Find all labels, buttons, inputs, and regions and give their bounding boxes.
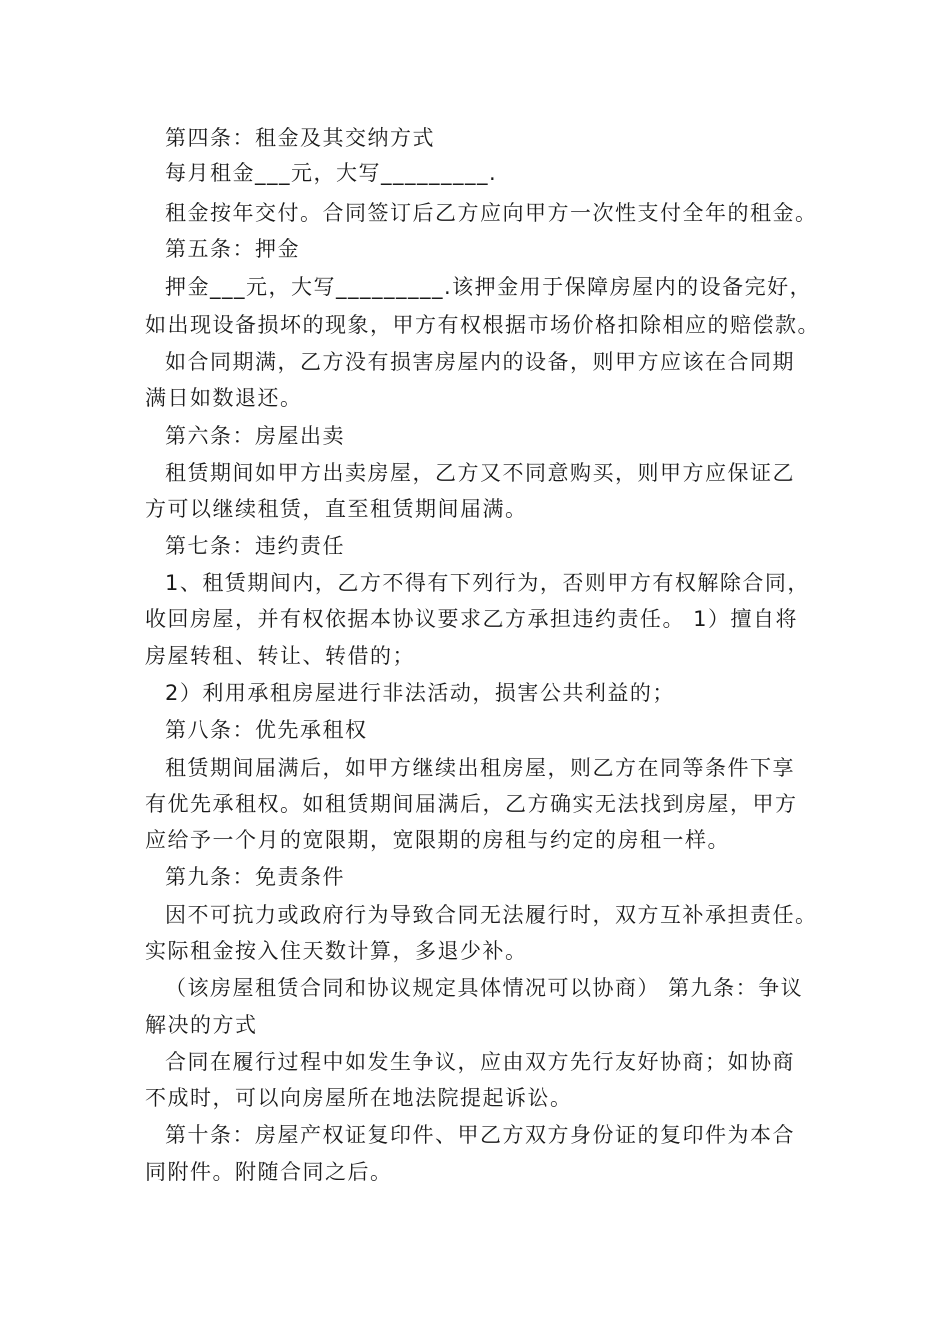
article-9-heading: 第九条：免责条件 (165, 865, 345, 889)
deposit-refund-paragraph-line: 如合同期满，乙方没有损害房屋内的设备，则甲方应该在合同期 (165, 350, 795, 374)
house-sale-paragraph-line: 租赁期间如甲方出卖房屋，乙方又不同意购买，则甲方应保证乙 (165, 461, 795, 485)
deposit-paragraph-line: 押金___元，大写_________.该押金用于保障房屋内的设备完好， (165, 275, 813, 299)
dispute-paragraph-line: 不成时，可以向房屋所在地法院提起诉讼。 (145, 1086, 573, 1110)
priority-lease-paragraph-line: 有优先承租权。如租赁期间届满后，乙方确实无法找到房屋，甲方 (145, 792, 798, 816)
rent-payment-paragraph: 租金按年交付。合同签订后乙方应向甲方一次性支付全年的租金。 (165, 201, 818, 225)
dispute-heading-line: 解决的方式 (145, 1013, 258, 1037)
house-sale-paragraph-line: 方可以继续租赁，直至租赁期间届满。 (145, 497, 528, 521)
article-7-heading: 第七条：违约责任 (165, 534, 345, 558)
breach-clause-line: 收回房屋，并有权依据本协议要求乙方承担违约责任。 1）擅自将 (145, 607, 799, 631)
deposit-paragraph-line: 如出现设备损坏的现象，甲方有权根据市场价格扣除相应的赔偿款。 (145, 313, 820, 337)
breach-clause-item-2: 2）利用承租房屋进行非法活动，损害公共利益的； (165, 681, 675, 705)
article-5-heading: 第五条：押金 (165, 237, 300, 261)
article-4-heading: 第四条：租金及其交纳方式 (165, 126, 435, 150)
force-majeure-paragraph-line: 实际租金按入住天数计算，多退少补。 (145, 939, 528, 963)
article-8-heading: 第八条：优先承租权 (165, 718, 368, 742)
article-10-line: 第十条：房屋产权证复印件、甲乙方双方身份证的复印件为本合 (165, 1123, 795, 1147)
article-6-heading: 第六条：房屋出卖 (165, 424, 345, 448)
priority-lease-paragraph-line: 租赁期间届满后，如甲方继续出租房屋，则乙方在同等条件下享 (165, 756, 795, 780)
monthly-rent-line: 每月租金___元，大写_________. (165, 161, 498, 185)
deposit-refund-paragraph-line: 满日如数退还。 (145, 386, 303, 410)
article-10-line: 同附件。附随合同之后。 (145, 1160, 393, 1184)
breach-clause-line: 1、租赁期间内，乙方不得有下列行为，否则甲方有权解除合同， (165, 571, 810, 595)
dispute-paragraph-line: 合同在履行过程中如发生争议，应由双方先行友好协商；如协商 (165, 1050, 795, 1074)
priority-lease-paragraph-line: 应给予一个月的宽限期，宽限期的房租与约定的房租一样。 (145, 828, 730, 852)
dispute-heading-line: （该房屋租赁合同和协议规定具体情况可以协商） 第九条：争议 (165, 976, 804, 1000)
breach-clause-line: 房屋转租、转让、转借的； (145, 644, 415, 668)
force-majeure-paragraph-line: 因不可抗力或政府行为导致合同无法履行时，双方互补承担责任。 (165, 903, 818, 927)
